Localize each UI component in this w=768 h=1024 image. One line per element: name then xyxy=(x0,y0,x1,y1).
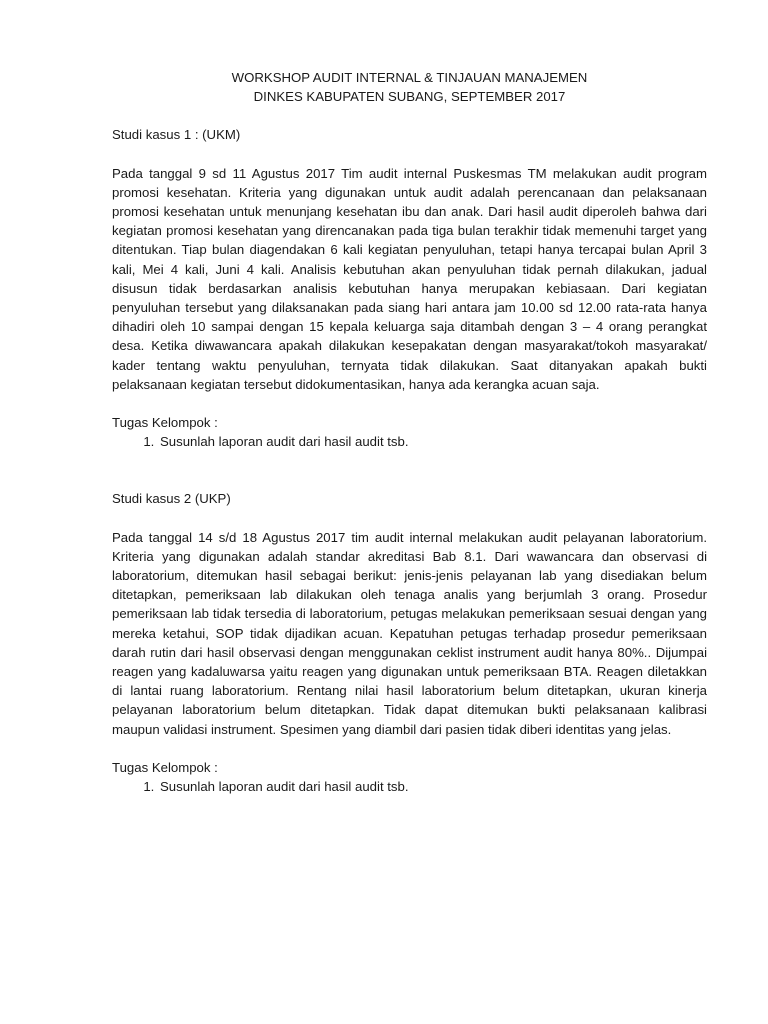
case-1-body: Pada tanggal 9 sd 11 Agustus 2017 Tim audit internal Puskesmas TM melakukan audit program promosi kesehatan. Kriteria yang digunakan untuk audit adalah perencanaan dan pelaksanaan promosi kesehatan untuk menunjang kesehatan ibu dan anak. Dari hasil audit diperoleh bahwa dari kegiatan promosi kesehatan yang direncanakan pada tiga bulan terakhir tidak memenuhi target yang ditentukan. Tiap bulan diagendakan 6 kali kegiatan penyuluhan, tetapi hanya tercapai bulan April 3 kali, Mei 4 kali, Juni 4 kali. Analisis kebutuhan akan penyuluhan tidak pernah dilakukan, jadual disusun tidak berdasarkan analisis kebutuhan hanya merupakan kebiasaan. Dari kegiatan penyuluhan tersebut yang dilaksanakan pada siang hari antara jam 10.00 sd 12.00 rata-rata hanya dihadiri oleh 10 sampai dengan 15 kepala keluarga saja ditambah dengan 3 – 4 orang perangkat desa. Ketika diwawancara apakah dilakukan kesepakatan dengan masyarakat/tokoh masyarakat/ kader tentang waktu penyuluhan, ternyata tidak dilakukan. Saat ditanyakan apakah bukti pelaksanaan kegiatan tersebut didokumentasikan, hanya ada kerangka acuan saja. xyxy=(112,165,707,392)
document-page xyxy=(112,68,707,796)
case-2-task-list xyxy=(112,777,707,796)
case-1-heading: Studi kasus 1 : (UKM) xyxy=(112,127,241,143)
case-2-task-heading: Tugas Kelompok : xyxy=(112,759,218,775)
case-2-task-item: 1. Susunlah laporan audit dari hasil audit tsb. xyxy=(158,777,707,796)
case-2-body: Pada tanggal 14 s/d 18 Agustus 2017 tim audit internal melakukan audit pelayanan laboratorium. Kriteria yang digunakan adalah standar akreditasi Bab 8.1. Dari wawancara dan observasi di laboratorium, ditemukan hasil sebagai berikut: jenis-jenis pelayanan lab yang disediakan belum ditetapkan, pemeriksaan lab dilakukan oleh tenaga analis yang berjumlah 3 orang. Prosedur pemeriksaan lab tidak tersedia di laboratorium, petugas melakukan pemeriksaan sesuai dengan yang mereka ketahui, SOP tidak dijadikan acuan. Kepatuhan petugas terhadap prosedur pemeriksaan darah rutin dari hasil observasi dengan menggunakan ceklist instrument audit hanya 80%.. Dijumpai reagen yang kadaluwarsa yaitu reagen yang digunakan untuk pemeriksaan BTA. Reagen diletakkan di lantai ruang laboratorium. Rentang nilai hasil laboratorium belum ditetapkan, ukuran kinerja pelayanan laboratorium belum ditetapkan. Tidak dapat ditemukan bukti pelaksanaan kalibrasi maupun validasi instrument. Spesimen yang diambil dari pasien tidak diberi identitas yang jelas. xyxy=(112,529,707,737)
case-2-heading: Studi kasus 2 (UKP) xyxy=(112,491,231,507)
case-1-task-heading: Tugas Kelompok : xyxy=(112,415,218,431)
document-title-line-1: WORKSHOP AUDIT INTERNAL & TINJAUAN MANAJEMEN xyxy=(231,70,588,85)
document-title-line-2: DINKES KABUPATEN SUBANG, SEPTEMBER 2017 xyxy=(253,89,566,105)
case-1-task-item: 1. Susunlah laporan audit dari hasil audit tsb. xyxy=(158,432,707,451)
case-1-task-list xyxy=(112,432,707,451)
